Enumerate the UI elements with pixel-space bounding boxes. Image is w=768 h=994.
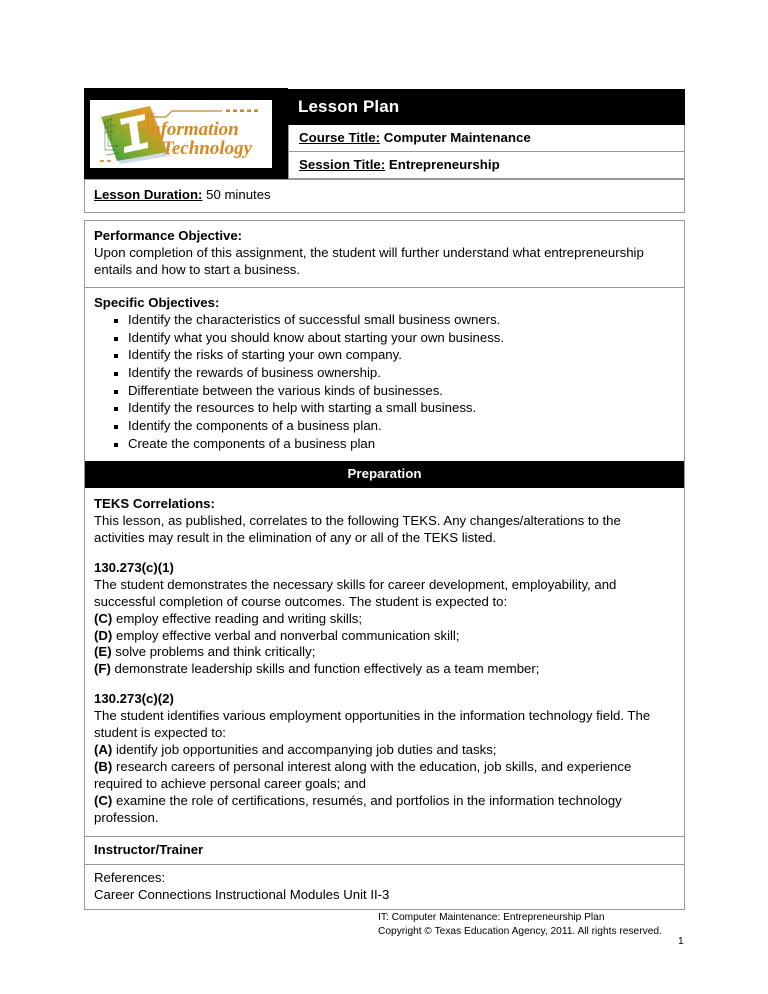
standard-item-text: demonstrate leadership skills and function effectively as a team member;	[114, 661, 540, 677]
list-item: Identify the resources to help with starting a small business.	[128, 400, 675, 418]
references-cell	[85, 865, 685, 910]
standard-item-letter: (F)	[94, 661, 111, 677]
standard-item-letter: (D)	[94, 627, 113, 643]
list-item: Differentiate between the various kinds of businesses.	[128, 383, 675, 401]
lesson-duration-label: Lesson Duration:	[94, 187, 203, 203]
standard-item-text: examine the role of certifications, resumés, and portfolios in the information technology profession.	[94, 792, 622, 825]
references-label: References:	[94, 870, 166, 886]
document-footer	[378, 911, 662, 938]
standard-item-letter: (B)	[94, 758, 113, 774]
svg-text:Technology: Technology	[162, 137, 253, 159]
standard-item	[94, 611, 675, 628]
course-title-label: Course Title:	[299, 130, 381, 146]
header-right-column	[288, 89, 686, 179]
course-title-row	[288, 125, 685, 151]
logo-cell	[85, 89, 288, 179]
preparation-band-cell	[85, 461, 685, 488]
standard-item-text: employ effective verbal and nonverbal communication skill;	[115, 627, 460, 643]
specific-objectives-cell	[85, 288, 685, 462]
list-item: Identify the characteristics of successful small business owners.	[128, 312, 675, 330]
course-title-value: Computer Maintenance	[383, 130, 531, 146]
list-item: Create the components of a business plan	[128, 436, 675, 454]
standard-item	[94, 793, 675, 827]
page-number: 1	[678, 936, 684, 947]
page-title: Lesson Plan	[288, 89, 685, 126]
session-title-label: Session Title:	[299, 157, 386, 172]
standard-item-letter: (E)	[94, 644, 112, 660]
standard-item-letter: (A)	[94, 741, 113, 757]
lesson-duration-table	[84, 179, 685, 213]
standard-code: 130.273(c)(2)	[94, 691, 174, 707]
performance-objective-text: Upon completion of this assignment, the student will further understand what entrepreneurship entails and how to start a business.	[94, 245, 644, 278]
teks-correlations-cell	[85, 488, 685, 837]
footer-line-1: IT: Computer Maintenance: Entrepreneurship Plan	[378, 912, 605, 923]
standard-item	[94, 742, 675, 759]
performance-objective-label: Performance Objective:	[94, 228, 243, 244]
session-title-value: Entrepreneurship	[388, 157, 500, 172]
references-value: Career Connections Instructional Modules Unit II-3	[94, 887, 390, 903]
standard-code: 130.273(c)(1)	[94, 560, 174, 576]
teks-intro: This lesson, as published, correlates to the following TEKS. Any changes/alterations to the activities may result in the elimination of any or all of the TEKS listed.	[94, 513, 621, 546]
standard-item	[94, 628, 675, 645]
lesson-duration-line	[94, 187, 675, 204]
standard-item-text: solve problems and think critically;	[115, 644, 316, 660]
standard-item-letter: (C)	[94, 792, 113, 808]
footer-line-2: Copyright © Texas Education Agency, 2011. All rights reserved.	[378, 925, 662, 937]
standard-intro: The student identifies various employment opportunities in the information technology field. The student is expected to:	[94, 708, 651, 741]
information-technology-logo	[90, 100, 272, 168]
objectives-preparation-table	[84, 220, 685, 910]
teks-label: TEKS Correlations:	[94, 496, 215, 512]
lesson-duration-row	[85, 180, 685, 213]
logo-image	[90, 100, 272, 168]
session-title-row	[288, 151, 685, 179]
list-item: Identify what you should know about starting your own business.	[128, 330, 675, 348]
instructor-trainer-heading: Instructor/Trainer	[94, 842, 204, 858]
standard-item-text: employ effective reading and writing skills;	[115, 610, 363, 626]
lesson-duration-value: 50 minutes	[206, 187, 271, 203]
list-item: Identify the components of a business plan.	[128, 418, 675, 436]
standard-item-letter: (C)	[94, 610, 113, 626]
preparation-section-header: Preparation	[85, 461, 684, 488]
specific-objectives-list	[94, 312, 675, 454]
svg-text:nformation: nformation	[150, 118, 239, 140]
standard-item	[94, 644, 675, 661]
standard-intro: The student demonstrates the necessary skills for career development, employability, and successful completion of course outcomes. The student is expected to:	[94, 576, 617, 609]
performance-objective-cell	[85, 221, 685, 288]
table-gap	[84, 213, 685, 220]
list-item: Identify the rewards of business ownership.	[128, 365, 675, 383]
specific-objectives-label: Specific Objectives:	[94, 295, 220, 311]
instructor-trainer-cell	[85, 837, 685, 865]
standard-item	[94, 661, 675, 678]
lesson-plan-document	[84, 88, 685, 910]
standard-item-text: research careers of personal interest along with the education, job skills, and experience required to achieve personal career goals; and	[94, 758, 632, 791]
standard-item-text: identify job opportunities and accompanying job duties and tasks;	[115, 741, 497, 757]
list-item: Identify the risks of starting your own company.	[128, 347, 675, 365]
document-header-table	[84, 88, 685, 179]
standard-item	[94, 759, 675, 793]
